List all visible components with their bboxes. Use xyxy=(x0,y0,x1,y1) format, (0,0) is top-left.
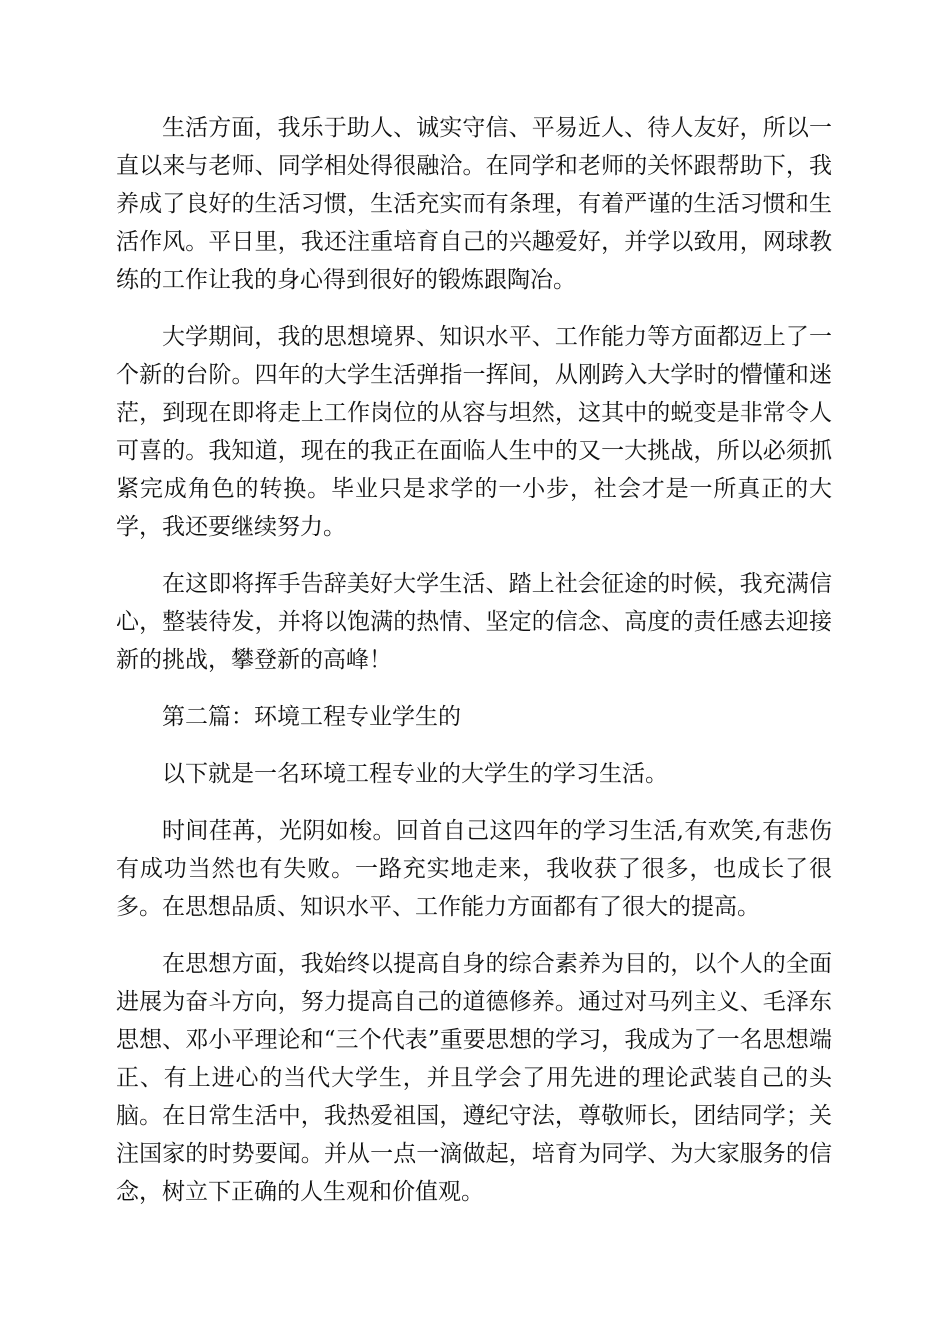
section-heading: 第二篇：环境工程专业学生的 xyxy=(162,704,461,730)
paragraph-intro: 以下就是一名环境工程专业的大学生的学习生活。 xyxy=(162,761,668,787)
paragraph-university: 大学期间，我的思想境界、知识水平、工作能力等方面都迈上了一个新的台阶。四年的大学生活弹指一挥间，从刚跨入大学时的懵懂和迷茫，到现在即将走上工作岗位的从容与坦然，这其中的蜕变是非常令人可喜的。我知道，现在的我正在面临人生中的又一大挑战，所以必须抓紧完成角色的转换。毕业只是求学的一小步，社会才是一所真正的大学，我还要继续努力。 xyxy=(116,324,832,540)
paragraph-farewell: 在这即将挥手告辞美好大学生活、踏上社会征途的时候，我充满信心，整装待发，并将以饱满的热情、坚定的信念、高度的责任感去迎接新的挑战，攀登新的高峰！ xyxy=(116,571,832,673)
document-body xyxy=(116,109,832,1230)
paragraph-thought: 在思想方面，我始终以提高自身的综合素养为目的，以个人的全面进展为奋斗方向，努力提高自己的道德修养。通过对马列主义、毛泽东思想、邓小平理论和“三个代表”重要思想的学习，我成为了一名思想端正、有上进心的当代大学生，并且学会了用先进的理论武装自己的头脑。在日常生活中，我热爱祖国，遵纪守法，尊敬师长，团结同学；关注国家的时势要闻。并从一点一滴做起，培育为同学、为大家服务的信念，树立下正确的人生观和价值观。 xyxy=(116,951,832,1205)
paragraph-time: 时间荏苒，光阴如梭。回首自己这四年的学习生活,有欢笑,有悲伤有成功当然也有失败。一路充实地走来，我收获了很多，也成长了很多。在思想品质、知识水平、工作能力方面都有了很大的提高。 xyxy=(116,818,832,920)
paragraph-life: 生活方面，我乐于助人、诚实守信、平易近人、待人友好，所以一直以来与老师、同学相处得很融洽。在同学和老师的关怀跟帮助下，我养成了良好的生活习惯，生活充实而有条理，有着严谨的生活习惯和生活作风。平日里，我还注重培育自己的兴趣爱好，并学以致用，网球教练的工作让我的身心得到很好的锻炼跟陶冶。 xyxy=(116,115,832,293)
